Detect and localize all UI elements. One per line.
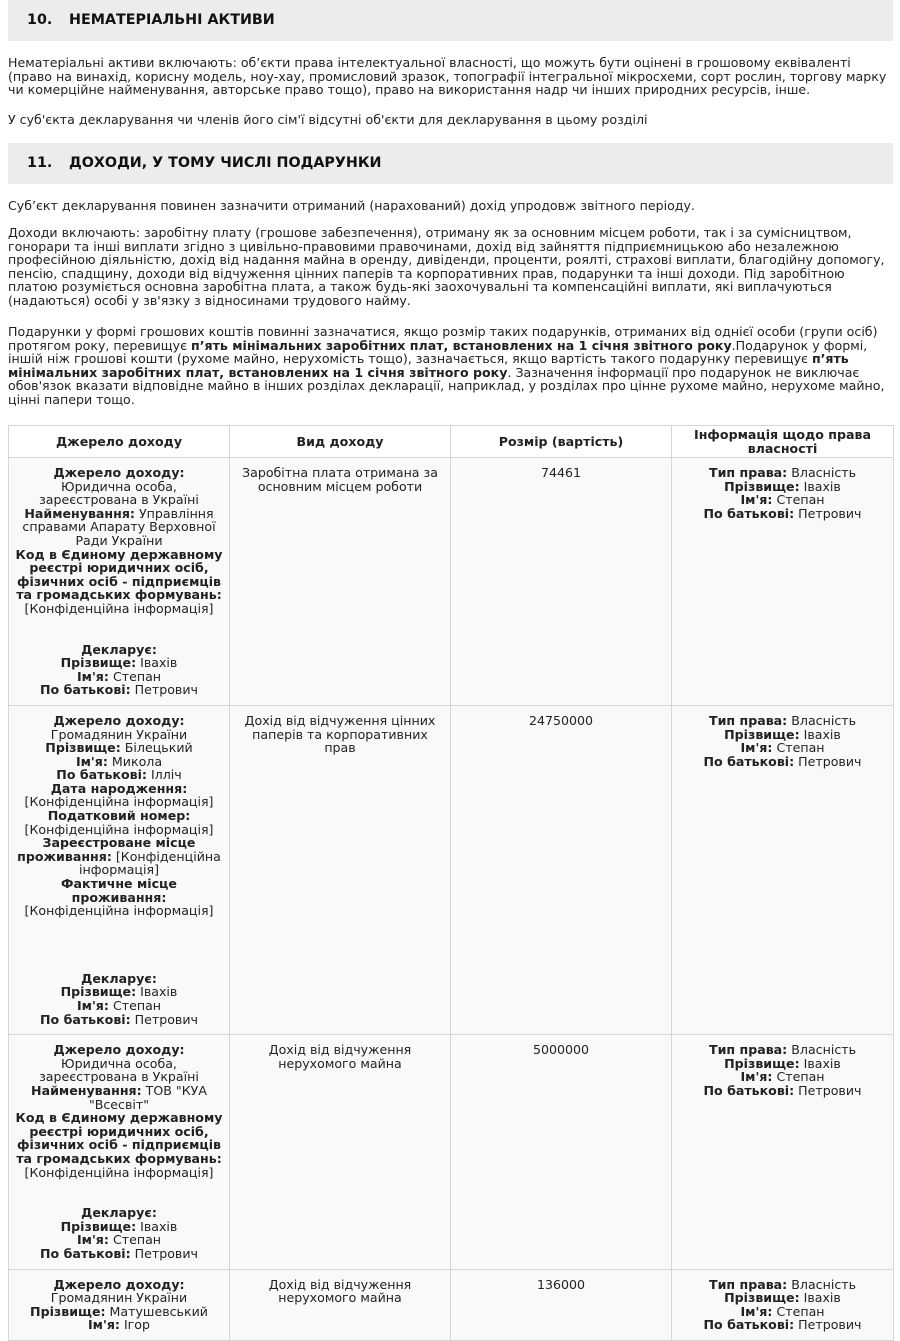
surname-label: Прізвище: bbox=[60, 655, 137, 671]
surname-value: Івахів bbox=[803, 1290, 841, 1306]
first-name-value: Степан bbox=[112, 668, 162, 684]
right-type-label: Тип права: bbox=[709, 1276, 788, 1292]
organization-name: ТОВ "КУА "Всесвіт" bbox=[88, 1082, 207, 1112]
gifts-text: Подарунки у формі грошових коштів повинні зазначатися, якщо розмір таких подарунків, отриманих від однієї особи (групи осіб) протягом року, перевищує bbox=[8, 324, 878, 353]
edr-code: [Конфіденційна інформація] bbox=[24, 600, 214, 616]
right-type-value: Власність bbox=[791, 465, 856, 480]
surname-label: Прізвище: bbox=[30, 1303, 106, 1319]
column-header-income-type: Вид доходу bbox=[230, 426, 451, 458]
income-type-cell: Заробітна плата отримана за основним місцем роботи bbox=[230, 458, 451, 706]
first-name-value: Микола bbox=[111, 753, 163, 769]
table-row bbox=[9, 458, 894, 706]
surname-value: Івахів bbox=[140, 1218, 178, 1234]
surname-value: Білецький bbox=[124, 740, 193, 756]
surname-value: Івахів bbox=[803, 1055, 841, 1071]
column-header-source: Джерело доходу bbox=[9, 426, 230, 458]
table-row bbox=[9, 1269, 894, 1340]
surname-label: Прізвище: bbox=[45, 740, 121, 756]
income-amount-cell: 24750000 bbox=[451, 705, 672, 1034]
right-type-label: Тип права: bbox=[709, 1042, 788, 1058]
section-title: ДОХОДИ, У ТОМУ ЧИСЛІ ПОДАРУНКИ bbox=[69, 154, 382, 171]
first-name-value: Степан bbox=[112, 1232, 162, 1248]
section-number: 10. bbox=[27, 11, 53, 28]
first-name-label: Ім'я: bbox=[76, 668, 109, 684]
table-row bbox=[9, 705, 894, 1034]
first-name-value: Степан bbox=[776, 1303, 825, 1319]
ownership-cell bbox=[672, 458, 894, 706]
name-label: Найменування: bbox=[24, 505, 135, 521]
gifts-threshold: п’ять мінімальних заробітних плат, встановлених на 1 січня звітного року bbox=[191, 337, 732, 353]
patronymic-label: По батькові: bbox=[703, 505, 795, 521]
patronymic-label: По батькові: bbox=[40, 682, 131, 698]
source-type: Громадянин України bbox=[50, 1290, 188, 1306]
first-name-value: Степан bbox=[776, 492, 825, 508]
ownership-cell bbox=[672, 1035, 894, 1269]
patronymic-label: По батькові: bbox=[703, 1317, 795, 1333]
surname-label: Прізвище: bbox=[724, 726, 800, 742]
registered-address-value: [Конфіденційна інформація] bbox=[79, 848, 221, 878]
first-name-label: Ім'я: bbox=[87, 1317, 120, 1333]
section-10-header bbox=[8, 0, 893, 41]
section-11-income-description: Доходи включають: заробітну плату (грошове забезпечення), отриману як за основним місцем роботи, так і за сумісництвом, гонорари та інші виплати згідно з цивільно-правовими правочинами, дохід від зайняття підприємницькою або незалежною професійною діяльністю, дохід від надання майна в оренду, дивіденди, проценти, роялті, страхові виплати, благодійну допомогу, пенсію, спадщину, доходи від відчуження цінних паперів та корпоративних прав, подарунки та інші доходи. Під заробітною платою розуміється основна заробітна плата, а також будь-які заохочувальні та компенсаційні виплати, які виплачуються (надаються) особі у зв'язку з відносинами трудового найму. bbox=[8, 225, 885, 308]
section-11-header bbox=[8, 143, 893, 184]
right-type-label: Тип права: bbox=[709, 465, 788, 480]
income-amount-cell: 5000000 bbox=[451, 1035, 672, 1269]
gifts-text: .Подарунок у формі, іншій ніж грошові кошти (рухоме майно, нерухомість тощо), зазначається, якщо вартість такого подарунку перевищує bbox=[8, 337, 868, 367]
organization-name: Управління справами Апарату Верховної Ради України bbox=[22, 505, 216, 548]
actual-address-value: [Конфіденційна інформація] bbox=[24, 903, 214, 919]
column-header-ownership: Інформація щодо права власності bbox=[672, 426, 894, 458]
patronymic-value: Петрович bbox=[798, 505, 862, 521]
declarant-label: Декларує: bbox=[81, 970, 157, 986]
column-header-amount: Розмір (вартість) bbox=[451, 426, 672, 458]
section-11-intro: Суб’єкт декларування повинен зазначити отриманий (нарахований) дохід упродовж звітного періоду. bbox=[8, 198, 695, 213]
ownership-cell bbox=[672, 1269, 894, 1340]
tax-number-label: Податковий номер: bbox=[47, 808, 191, 824]
surname-label: Прізвище: bbox=[60, 984, 137, 1000]
section-title: НЕМАТЕРІАЛЬНІ АКТИВИ bbox=[69, 11, 275, 28]
first-name-value: Ігор bbox=[123, 1317, 150, 1333]
first-name-label: Ім'я: bbox=[76, 998, 109, 1013]
source-label: Джерело доходу: bbox=[53, 1276, 185, 1292]
income-type-cell: Дохід від відчуження нерухомого майна bbox=[230, 1035, 451, 1269]
income-table bbox=[8, 425, 894, 1341]
first-name-label: Ім'я: bbox=[740, 1069, 773, 1085]
actual-address-label: Фактичне місце проживання: bbox=[61, 876, 177, 905]
income-source-cell bbox=[9, 458, 230, 706]
surname-label: Прізвище: bbox=[724, 1055, 800, 1071]
surname-label: Прізвище: bbox=[724, 1290, 800, 1306]
surname-label: Прізвище: bbox=[724, 478, 800, 494]
surname-value: Івахів bbox=[803, 726, 841, 742]
first-name-label: Ім'я: bbox=[740, 1303, 773, 1319]
registered-address-label: Зареєстроване місце проживання: bbox=[17, 835, 196, 864]
surname-value: Івахів bbox=[140, 984, 178, 1000]
right-type-value: Власність bbox=[791, 1276, 856, 1292]
surname-value: Матушевський bbox=[109, 1303, 208, 1319]
edr-code: [Конфіденційна інформація] bbox=[24, 1164, 214, 1180]
section-number: 11. bbox=[27, 154, 53, 171]
edr-code-label: Код в Єдиному державному реєстрі юридичних осіб, фізичних осіб - підприємців та громадських формувань: bbox=[15, 1110, 223, 1166]
income-type-cell: Дохід від відчуження нерухомого майна bbox=[230, 1269, 451, 1340]
source-type: Юридична особа, зареєстрована в Україні bbox=[39, 1055, 199, 1085]
ownership-cell bbox=[672, 705, 894, 1034]
source-type: Громадянин України bbox=[50, 726, 188, 742]
source-type: Юридична особа, зареєстрована в Україні bbox=[39, 478, 199, 508]
source-label: Джерело доходу: bbox=[53, 712, 185, 728]
gifts-threshold: п’ять мінімальних заробітних плат, встановлених на 1 січня звітного року bbox=[8, 351, 849, 380]
patronymic-value: Петрович bbox=[798, 753, 862, 769]
patronymic-value: Петрович bbox=[798, 1317, 862, 1333]
right-type-label: Тип права: bbox=[709, 712, 788, 728]
birth-date-label: Дата народження: bbox=[50, 780, 188, 796]
patronymic-label: По батькові: bbox=[703, 1082, 795, 1098]
patronymic-label: По батькові: bbox=[56, 767, 147, 783]
source-label: Джерело доходу: bbox=[53, 465, 185, 480]
table-row bbox=[9, 1035, 894, 1269]
surname-label: Прізвище: bbox=[60, 1218, 137, 1234]
first-name-label: Ім'я: bbox=[75, 753, 108, 769]
declarant-label: Декларує: bbox=[81, 1205, 157, 1221]
gifts-text: . Зазначення інформації про подарунок не виключає обов'язок вказати відповідне майно в інших розділах декларації, наприклад, у розділах про цінне рухоме майно, нерухоме майно, цінні папери тощо. bbox=[8, 364, 885, 407]
patronymic-label: По батькові: bbox=[703, 753, 795, 769]
table-header-row bbox=[9, 426, 894, 458]
right-type-value: Власність bbox=[791, 1042, 856, 1058]
surname-value: Івахів bbox=[803, 478, 841, 494]
tax-number-value: [Конфіденційна інформація] bbox=[24, 821, 214, 837]
income-source-cell bbox=[9, 1269, 230, 1340]
source-label: Джерело доходу: bbox=[53, 1042, 185, 1058]
birth-date-value: [Конфіденційна інформація] bbox=[24, 794, 214, 810]
patronymic-value: Петрович bbox=[134, 1245, 198, 1261]
first-name-label: Ім'я: bbox=[76, 1232, 109, 1248]
declarant-label: Декларує: bbox=[81, 641, 157, 657]
income-source-cell bbox=[9, 705, 230, 1034]
patronymic-label: По батькові: bbox=[40, 1245, 131, 1261]
patronymic-value: Петрович bbox=[134, 682, 198, 698]
patronymic-value: Петрович bbox=[798, 1082, 862, 1098]
first-name-label: Ім'я: bbox=[740, 740, 773, 756]
section-10-empty-note: У суб'єкта декларування чи членів його сім'ї відсутні об'єкти для декларування в цьому розділі bbox=[8, 112, 648, 127]
name-label: Найменування: bbox=[31, 1082, 142, 1098]
first-name-value: Степан bbox=[776, 740, 825, 756]
first-name-value: Степан bbox=[776, 1069, 825, 1085]
patronymic-label: По батькові: bbox=[40, 1011, 131, 1027]
patronymic-value: Ілліч bbox=[150, 767, 182, 783]
right-type-value: Власність bbox=[791, 712, 856, 728]
section-10-description: Нематеріальні активи включають: об’єкти права інтелектуальної власності, що можуть бути оцінені в грошовому еквіваленті (право на винахід, корисну модель, ноу-хау, промисловий зразок, топографії інтегральної мікросхеми, сорт рослин, торгову марку чи комерційне найменування, авторське право тощо), право на використання надр чи інших природних ресурсів, інше. bbox=[8, 55, 887, 98]
income-amount-cell: 136000 bbox=[451, 1269, 672, 1340]
patronymic-value: Петрович bbox=[134, 1011, 198, 1027]
section-11-gifts-note bbox=[8, 325, 892, 407]
surname-value: Івахів bbox=[140, 655, 178, 671]
edr-code-label: Код в Єдиному державному реєстрі юридичних осіб, фізичних осіб - підприємців та громадських формувань: bbox=[15, 546, 223, 603]
income-amount-cell: 74461 bbox=[451, 458, 672, 706]
income-type-cell: Дохід від відчуження цінних паперів та корпоративних прав bbox=[230, 705, 451, 1034]
first-name-label: Ім'я: bbox=[740, 492, 773, 508]
income-source-cell bbox=[9, 1035, 230, 1269]
first-name-value: Степан bbox=[112, 998, 162, 1013]
